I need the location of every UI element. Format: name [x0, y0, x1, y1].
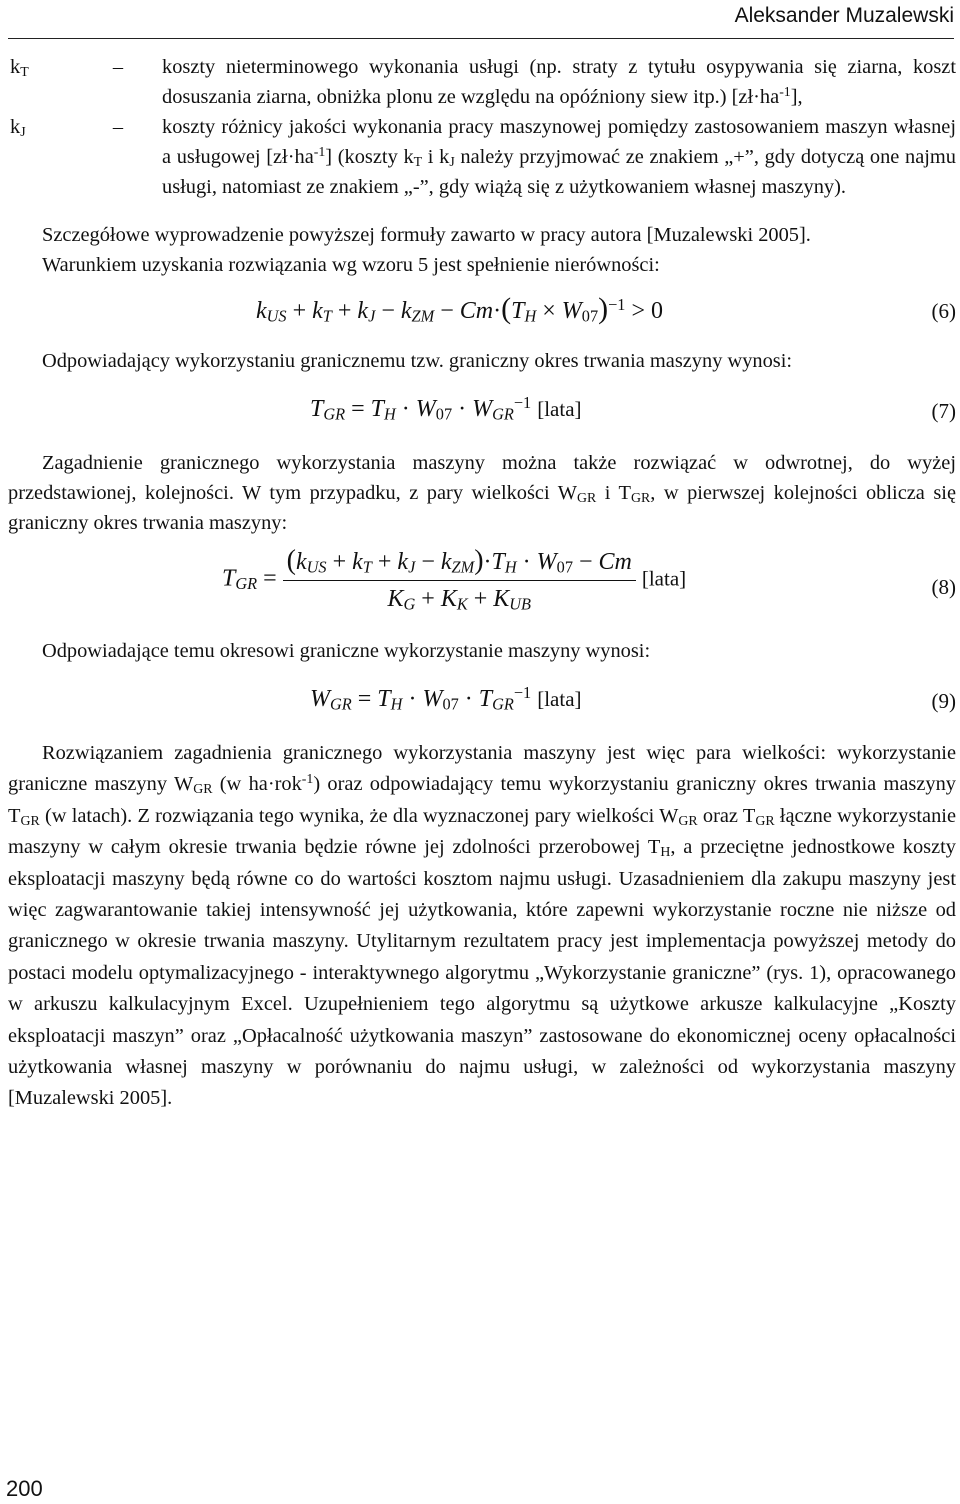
equation-9-expression: $W_{GR} = T_H \cdot W_{07} \cdot T_{GR}^{-1}$ [lata]	[310, 682, 582, 714]
definition-symbol: $k_J$	[10, 116, 26, 141]
equation-7-number: (7)	[931, 399, 956, 423]
equation-9	[8, 666, 956, 738]
paragraph-conclusion: Rozwiązaniem zagadnienia granicznego wykorzystania maszyny jest więc para wielkości: wykorzystanie graniczne maszyny $W_{GR}$ (w ha·rok$^{-1}$) oraz odpowiadający temu wykorzystaniu graniczny okres trwania maszyny $T_{GR}$ (w latach). Z rozwiązania tego wynika, że dla wyznaczonej pary wielkości $W_{GR}$ oraz $T_{GR}$ łączne wykorzystanie maszyny w całym okresie trwania będzie równe jej zdolności przerobowej $T_H$, a przeciętne jednostkowe koszty eksploatacji maszyny będą równe co do wartości kosztom najmu usługi. Uzasadnieniem dla zakupu maszyny jest więc zagwarantowanie takiej intensywność jej użytkowania, które zapewni wykorzystanie roczne nie niższe od granicznego w okresie trwania maszyny. Utylitarnym rezultatem pracy jest implementacja powyższej metody do postaci modelu optymalizacyjnego - interaktywnego algorytmu „Wykorzystanie graniczne” (rys. 1), opracowanego w arkuszu kalkulacyjnym Excel. Uzupełnieniem tego algorytmu są użytkowe arkusze kalkulacyjne „Koszty eksploatacji maszyn” oraz „Opłacalność użytkowania maszyn” zastosowane do ekonomicznej oceny opłacalności użytkowania własnej maszyny w porównaniu do najmu usługi, w zależności od wykorzystania maszyny [Muzalewski 2005].	[8, 742, 957, 1110]
equation-7	[8, 376, 956, 448]
running-header: Aleksander Muzalewski	[734, 4, 954, 27]
definition-text-kt: koszty nieterminowego wykonania usługi (np. straty z tytułu osypywania się ziarna, koszt dosuszania ziarna, obniżka plonu ze względu na opóźniony siew itp.) $[zł\cdot ha^{-1}]$,	[162, 56, 956, 108]
equation-6-number: (6)	[931, 299, 956, 323]
equation-8-expression: $T_{GR}$ = $\frac{(k_{US} + k_T + k_J - k_{ZM})\cdot T_H \cdot W_{07} - Cm}{K_G + K_K + K_{UB}}$ [lata]	[222, 545, 687, 614]
paragraph-limit-use: Odpowiadające temu okresowi graniczne wykorzystanie maszyny wynosi:	[42, 640, 651, 662]
equation-8-number: (8)	[931, 575, 956, 599]
paragraph-inverse: Zagadnienie granicznego wykorzystania maszyny można także rozwiązać w odwrotnej, do wyżej przedstawionej, kolejności. W tym przypadku, z pary wielkości $W_{GR}$ i $T_{GR}$, w pierwszej kolejności oblicza się graniczny okres trwania maszyny:	[8, 452, 956, 534]
symbol-definitions	[8, 52, 956, 202]
equation-8	[8, 538, 956, 636]
equation-6	[8, 280, 956, 346]
equation-6-expression: $k_{US} + k_T + k_J - k_{ZM} - Cm\cdot(T_H \times W_{07})^{-1} > 0$	[256, 292, 663, 326]
equation-8-fraction: $\frac{(k_{US} + k_T + k_J - k_{ZM})\cdot T_H \cdot W_{07} - Cm}{K_G + K_K + K_{UB}}$	[283, 546, 636, 614]
definition-dash: –	[112, 56, 124, 78]
paragraph-condition: Warunkiem uzyskania rozwiązania wg wzoru 5 jest spełnienie nierówności:	[42, 254, 660, 276]
definition-symbol: $k_T$	[10, 56, 29, 81]
paragraph-derivation: Szczegółowe wyprowadzenie powyższej formuły zawarto w pracy autora [Muzalewski 2005].	[42, 224, 811, 246]
equation-9-number: (9)	[931, 689, 956, 713]
definition-dash: –	[112, 116, 124, 138]
definition-text-kj: koszty różnicy jakości wykonania pracy maszynowej pomiędzy zastosowaniem maszyn własnej a usługowej $[zł\cdot ha^{-1}]$ (koszty $k_T$ i $k_J$ należy przyjmować ze znakiem „+”, gdy dotyczą one najmu usługi, natomiast ze znakiem „-”, gdy wiążą się z użytkowaniem własnej maszyny).	[162, 116, 956, 198]
page-number: 200	[6, 1476, 43, 1501]
equation-7-expression: $T_{GR} = T_H \cdot W_{07} \cdot W_{GR}^{-1}$ [lata]	[310, 392, 582, 424]
paragraph-limit-period: Odpowiadający wykorzystaniu granicznemu tzw. graniczny okres trwania maszyny wynosi:	[42, 350, 793, 372]
header-rule	[8, 38, 954, 39]
page-body	[8, 52, 956, 1115]
definition-kt	[8, 52, 956, 112]
definition-kj	[8, 112, 956, 202]
